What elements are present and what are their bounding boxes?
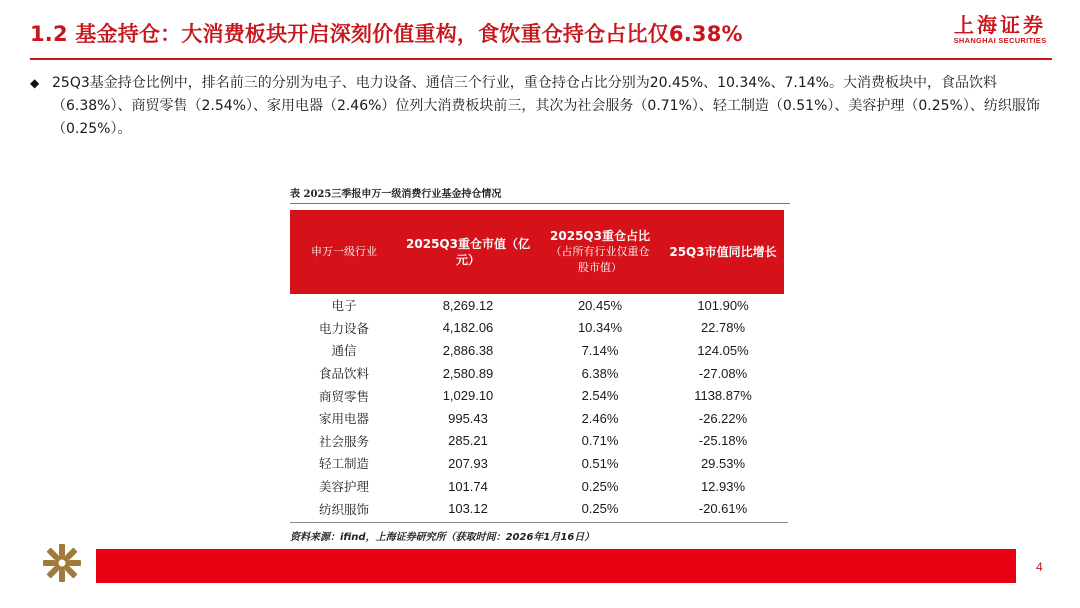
logo-chinese-name: 上海证券 xyxy=(954,13,1046,37)
cell-industry: 社会服务 xyxy=(318,433,369,449)
page-number: 4 xyxy=(1036,560,1043,574)
cell-growth: -20.61% xyxy=(698,501,748,517)
cell-ratio: 2.54% xyxy=(581,388,619,404)
cell-industry: 电子 xyxy=(331,298,357,314)
cell-industry: 轻工制造 xyxy=(318,456,369,472)
cell-ratio: 7.14% xyxy=(581,342,619,358)
cell-growth: 124.05% xyxy=(697,342,749,358)
cell-industry: 电力设备 xyxy=(318,320,369,336)
source-note: 资料来源：ifind，上海证券研究所（获取时间：2026年1月16日） xyxy=(290,531,595,543)
cell-growth: 1138.87% xyxy=(694,388,752,404)
cell-ratio: 0.25% xyxy=(581,501,619,517)
table-caption: 表 2025三季报申万一级消费行业基金持仓情况 xyxy=(290,189,502,200)
cell-industry: 美容护理 xyxy=(318,479,369,495)
table-row xyxy=(290,294,784,317)
header-industry: 申万一级行业 xyxy=(290,210,398,294)
cell-growth: 22.78% xyxy=(700,320,746,336)
diamond-bullet-icon: ◆ xyxy=(30,76,40,90)
cell-ratio: 0.25% xyxy=(581,478,619,494)
cell-market-value: 2,886.38 xyxy=(442,342,494,358)
table-bottom-divider xyxy=(290,522,788,523)
title-divider xyxy=(30,58,1052,60)
footer-bar xyxy=(96,549,1016,583)
cell-growth: 29.53% xyxy=(700,455,746,471)
cell-market-value: 207.93 xyxy=(448,455,488,471)
table-row xyxy=(290,362,784,385)
table-row xyxy=(290,339,784,362)
cell-growth: -27.08% xyxy=(698,365,748,381)
company-logo xyxy=(950,14,1050,46)
header-market-value: 2025Q3重仓市值（亿 元） xyxy=(398,210,538,294)
cell-market-value: 103.12 xyxy=(448,501,488,517)
table-row xyxy=(290,497,784,520)
cell-ratio: 2.46% xyxy=(581,410,619,426)
emblem-icon xyxy=(42,543,82,583)
table-row xyxy=(290,430,784,453)
table-row xyxy=(290,452,784,475)
cell-market-value: 285.21 xyxy=(448,433,488,449)
cell-market-value: 1,029.10 xyxy=(442,388,494,404)
cell-ratio: 20.45% xyxy=(577,297,623,313)
cell-industry: 食品饮料 xyxy=(318,366,369,382)
table-row xyxy=(290,475,784,498)
cell-market-value: 4,182.06 xyxy=(442,320,494,336)
cell-industry: 通信 xyxy=(331,343,357,359)
table-header-row xyxy=(290,210,784,294)
cell-industry: 纺织服饰 xyxy=(318,501,369,517)
table-row xyxy=(290,317,784,340)
cell-ratio: 6.38% xyxy=(581,365,619,381)
cell-growth: 12.93% xyxy=(700,478,746,494)
cell-market-value: 995.43 xyxy=(448,410,488,426)
table-row xyxy=(290,407,784,430)
bullet-text: 25Q3基金持仓比例中，排名前三的分别为电子、电力设备、通信三个行业，重仓持仓占比分别为20.45%、10.34%、7.14%。大消费板块中，食品饮料（6.38%）、商贸零售（2.54%）、家用电器（2.46%）位列大消费板块前三，其次为社会服务（0.71%）、轻工制造（0.51%）、美容护理（0.25%）、纺织服饰（0.25%）。 xyxy=(52,75,1040,137)
cell-growth: 101.90% xyxy=(697,297,749,313)
holdings-table-block xyxy=(290,186,790,543)
cell-industry: 家用电器 xyxy=(318,411,369,427)
header-ratio: 2025Q3重仓占比 （占所有行业仅重仓 股市值） xyxy=(538,210,662,294)
slide-title: 1.2 基金持仓：大消费板块开启深刻价值重构，食饮重仓持仓占比仅6.38% xyxy=(30,22,743,46)
cell-industry: 商贸零售 xyxy=(318,388,369,404)
cell-ratio: 10.34% xyxy=(577,320,623,336)
holdings-table xyxy=(290,210,784,520)
cell-ratio: 0.71% xyxy=(581,433,619,449)
cell-growth: -25.18% xyxy=(698,433,748,449)
table-row xyxy=(290,384,784,407)
cell-market-value: 2,580.89 xyxy=(442,365,494,381)
cell-growth: -26.22% xyxy=(698,410,748,426)
header-growth: 25Q3市值同比增长 xyxy=(662,210,784,294)
cell-market-value: 8,269.12 xyxy=(442,297,494,313)
cell-ratio: 0.51% xyxy=(581,455,619,471)
cell-market-value: 101.74 xyxy=(448,478,488,494)
caption-divider xyxy=(290,203,790,204)
logo-english-name: SHANGHAI SECURITIES xyxy=(953,36,1047,45)
bullet-paragraph xyxy=(30,72,1040,141)
